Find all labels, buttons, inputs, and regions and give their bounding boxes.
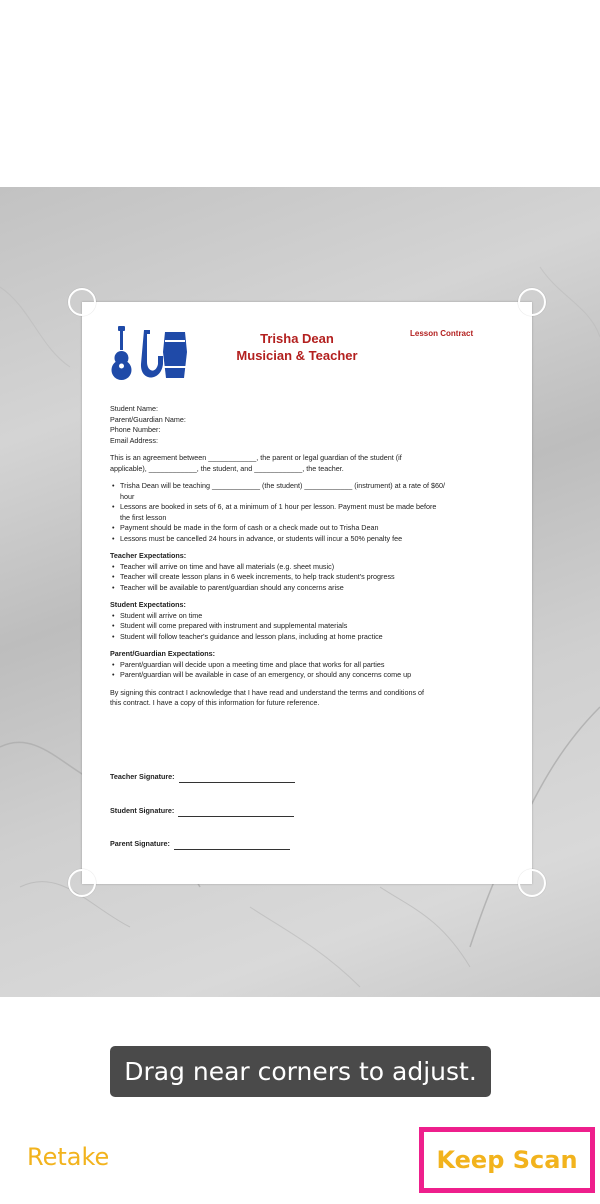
document-closing: this contract. I have a copy of this information for future reference. [110,698,320,707]
list-item: • Student will arrive on time [120,611,508,622]
keep-scan-button[interactable]: Keep Scan [419,1127,595,1193]
student-signature-row [110,806,294,817]
parent-expectations-list [110,660,508,681]
list-item: • Teacher will arrive on time and have all materials (e.g. sheet music) [120,562,508,573]
parent-expectations-heading: Parent/Guardian Expectations: [110,649,216,658]
student-signature-label: Student Signature: [110,806,175,815]
music-logo-icon [108,326,188,386]
list-item: • Student will come prepared with instrument and supplemental materials [120,621,508,632]
teacher-expectations-list [110,562,508,594]
document-title-name: Trisha Dean [260,331,334,346]
list-item: • Teacher will be available to parent/guardian should any concerns arise [120,583,508,594]
list-item: • Payment should be made in the form of cash or a check made out to Trisha Dean [120,523,508,534]
teacher-expectations-heading: Teacher Expectations: [110,551,187,560]
list-item: • Teacher will create lesson plans in 6 week increments, to help track student's progress [120,572,508,583]
adjust-hint-toast: Drag near corners to adjust. [110,1046,491,1097]
corner-handle-top-right[interactable] [518,288,546,316]
corner-handle-bottom-right[interactable] [518,869,546,897]
teacher-signature-row [110,772,295,783]
document-body [110,404,508,709]
parent-signature-label: Parent Signature: [110,839,170,848]
document-field: Phone Number: [110,425,161,434]
signature-line [174,841,290,850]
list-item: • Trisha Dean will be teaching ____________ (the student) ____________ (instrument) at a rate of $60/ hour [120,481,508,502]
document-title-role: Musician & Teacher [236,348,358,363]
student-expectations-list [110,611,508,643]
list-item: • Lessons must be cancelled 24 hours in advance, or students will incur a 50% penalty fee [120,534,508,545]
signature-line [179,774,295,783]
document-closing: By signing this contract I acknowledge that I have read and understand the terms and conditions of [110,687,425,697]
student-expectations-heading: Student Expectations: [110,600,186,609]
document-field: Parent/Guardian Name: [110,414,186,424]
signature-line [178,808,294,817]
corner-handle-bottom-left[interactable] [68,869,96,897]
document-field: Email Address: [110,435,158,445]
list-item: • Parent/guardian will be available in case of an emergency, or should any concerns come up [120,670,508,681]
teacher-signature-label: Teacher Signature: [110,772,175,781]
document-intro: applicable), ____________, the student, and ____________, the teacher. [110,463,344,473]
list-item: • Parent/guardian will decide upon a meeting time and place that works for all parties [120,660,508,671]
document-title [222,330,372,364]
corner-handle-top-left[interactable] [68,288,96,316]
document-intro: This is an agreement between ____________, the parent or legal guardian of the student (if [110,453,402,462]
list-item: • Lessons are booked in sets of 6, at a minimum of 1 hour per lesson. Payment must be made before the first lesson [120,502,508,523]
document-terms-list [110,481,508,544]
document-contract-label: Lesson Contract [410,329,474,338]
scanned-document [82,302,532,884]
document-field: Student Name: [110,404,158,413]
parent-signature-row [110,839,290,850]
retake-button[interactable]: Retake [27,1143,110,1171]
list-item: • Student will follow teacher's guidance and lesson plans, including at home practice [120,632,508,643]
